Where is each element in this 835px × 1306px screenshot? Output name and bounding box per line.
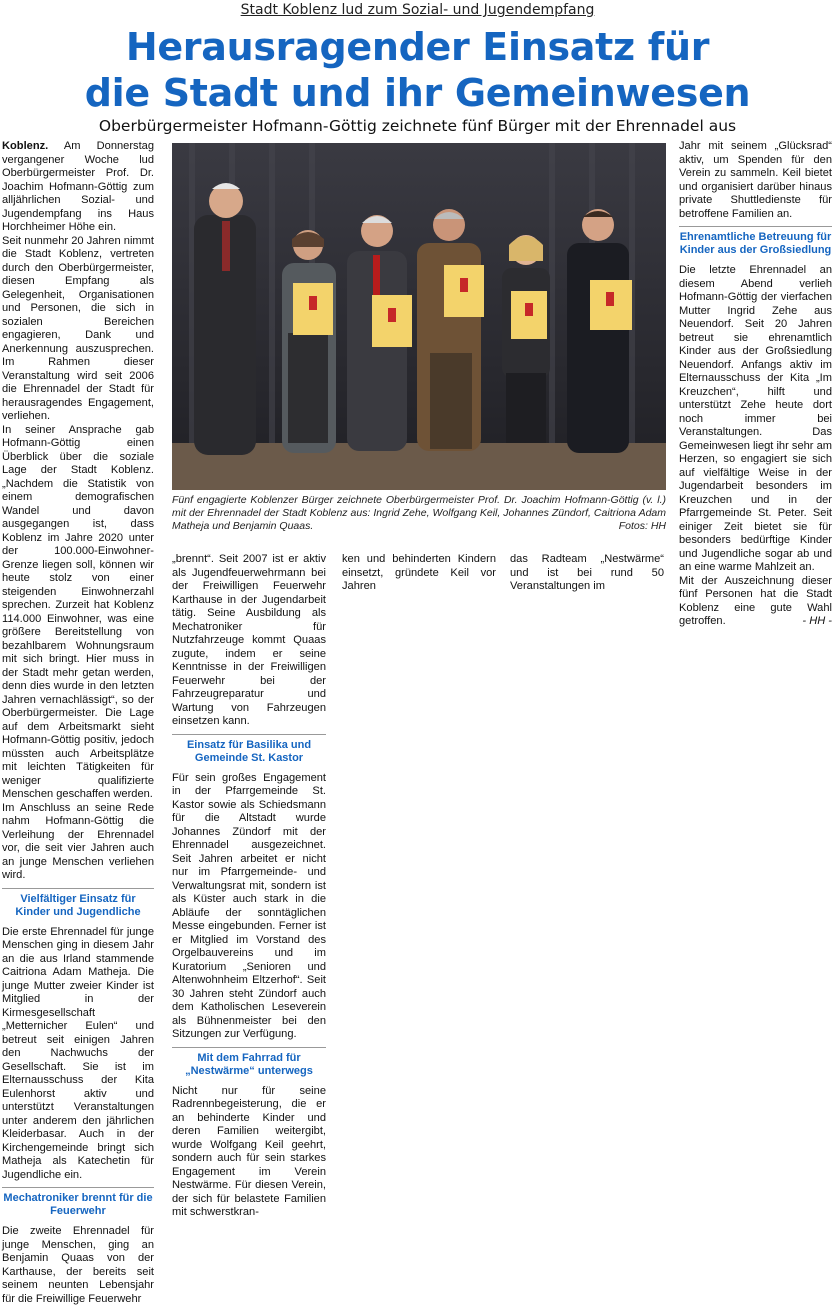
- photo-caption: [172, 494, 666, 533]
- paragraph: Die letzte Ehrennadel an diesem Abend verlieh Hofmann-Göttig der vierfachen Mutter Ingrid Zehe aus Neuendorf. Seit 20 Jahren betreut sie ehrenamtlich Kinder aus der Großsiedlung Neuendorf. Anfangs aktiv im Elternausschuss der Kita „Im Kreuzchen“, hilft und unterstützt Zehe heute dort noch immer bei Veranstaltungen. Das Gemeinwesen liegt ihr sehr am Herzen, so engagiert sie sich auf vielfältige Weise in der Jugendarbeit besonders im Kreuzchen und in der Pfarrgemeinde St. Peter. Seit einiger Zeit bietet sie für besonders bedürftige Kinder und Jugendliche sogar ab und an eine warme Mahlzeit an.: [679, 264, 832, 573]
- person-mayor: [194, 183, 256, 455]
- article-column-1: [2, 140, 154, 1305]
- headline-line-2: die Stadt und ihr Gemeinwesen: [84, 71, 751, 115]
- award-photo: [172, 143, 666, 490]
- paragraph: In seiner Ansprache gab Hofmann-Göttig einen Überblick über die soziale Lage der Stadt Koblenz. „Nachdem die Statistik von einem demografischen Wandel und davon ausgegangen ist, dass Koblenz im Jahre 2020 unter der 100.000-Einwohner-Grenze liegen soll, können wir heute stolz von einer steigenden Einwohnerzahl sprechen. Zurzeit hat Koblenz 114.000 Einwohner, was eine größere Bereitstellung von bezahlbarem Wohnungsraum mit sich bringt. Hier muss in der Stadt mehr getan werden, denn dies wurde in den letzten Jahren vernachlässigt“, so der Oberbürgermeister. Die Lage auf dem Arbeitsmarkt sieht Hofmann-Göttig positiv, jedoch müssten auch Arbeitsplätze mit leichten Tätigkeiten für weniger qualifizierte Menschen geschaffen werden.: [2, 423, 154, 800]
- article-column-4: [510, 553, 664, 593]
- subheading: Mechatroniker brennt für die Feuerwehr: [2, 1187, 154, 1218]
- paragraph: [2, 140, 154, 235]
- paragraph-text: Am Donnerstag vergangener Woche lud Oberbürgermeister Prof. Dr. Joachim Hofmann-Göttig zum alljährlichen Sozial- und Jugendempfang ins Haus Horchheimer Höhe ein.: [2, 140, 154, 233]
- subheading: Ehrenamtliche Betreuung für Kinder aus der Großsiedlung: [679, 226, 832, 257]
- kicker: [0, 2, 835, 18]
- paragraph-text: Mit der Auszeichnung dieser fünf Personen hat die Stadt Koblenz eine gute Wahl getroffen.: [679, 574, 832, 627]
- paragraph: [679, 575, 832, 629]
- article-column-3: [342, 553, 496, 593]
- headline: [0, 24, 835, 116]
- paragraph: „brennt“. Seit 2007 ist er aktiv als Jugendfeuerwehrmann bei der Freiwilligen Feuerwehr Karthause in der Jugendarbeit tätig. Seine Ausbildung als Mechatroniker für Nutzfahrzeuge kommt Quaas zugute, indem er seine Kenntnisse in der Freiwilligen Feuerwehr bei der Fahrzeugreparatur und Wartung von Fahrzeugen einsetzen kann.: [172, 553, 326, 727]
- subheadline: Oberbürgermeister Hofmann-Göttig zeichnete fünf Bürger mit der Ehrennadel aus: [98, 117, 737, 135]
- person-4: [417, 209, 484, 451]
- author-signature: - HH -: [802, 615, 832, 627]
- caption-text: Fünf engagierte Koblenzer Bürger zeichnete Oberbürgermeister Prof. Dr. Joachim Hofmann-Göttig (v. l.) mit der Ehrennadel der Stadt Koblenz aus: Ingrid Zehe, Wolfgang Keil, Johannes Zündorf, Caitriona Adam Matheja und Benjamin Quaas.: [172, 494, 666, 532]
- paragraph: Nicht nur für seine Radrennbegeisterung, die er an behinderte Kinder und deren Familien weitergibt, wurde Wolfgang Keil geehrt, sondern auch für sein starkes Engagement im Verein Nestwärme. Für diesen Verein, der sich für belastete Familien mit schwerstkran-: [172, 1084, 326, 1218]
- kicker-text: Stadt Koblenz lud zum Sozial- und Jugendempfang: [240, 2, 595, 18]
- paragraph: ken und behinderten Kindern einsetzt, gründete Keil vor Jahren: [342, 553, 496, 592]
- paragraph: das Radteam „Nestwärme“ und ist bei rund 50 Veranstaltungen im: [510, 553, 664, 592]
- subheading: Mit dem Fahrrad für „Nestwärme“ unterwegs: [172, 1047, 326, 1078]
- paragraph: Seit nunmehr 20 Jahren nimmt die Stadt Koblenz, vertreten durch den Oberbürgermeister, diesen Empfang als Gelegenheit, Organisationen und Personen, die sich in sozialen Bereichen engagieren, Dank und Anerkennung auszusprechen. Im Rahmen dieser Veranstaltung wird seit 2006 die Ehrennadel der Stadt für herausragendes Engagement, verliehen.: [2, 234, 154, 422]
- subheading: Vielfältiger Einsatz für Kinder und Jugendliche: [2, 888, 154, 919]
- paragraph: Für sein großes Engagement in der Pfarrgemeinde St. Kastor sowie als Schiedsmann für die Altstadt wurde Johannes Zündorf mit der Ehrennadel ausgezeichnet. Seit Jahren arbeitet er nicht nur im Pfarrgemeinde- und Verwaltungsrat mit, sondern ist als Küster auch stark in die Abläufe der sonntäglichen Messe eingebunden. Ferner ist er Mitglied im Vorstand des Orgelbauvereins und im Kuratorium „Senioren und Altenwohnheim Eltzerhof“. Seit 30 Jahren steht Zündorf auch dem Katholischen Leseverein als Bühnenmeister bei den Sitzungen zur Verfügung.: [172, 771, 326, 1040]
- paragraph: Jahr mit seinem „Glücksrad“ aktiv, um Spenden für den Verein zu sammeln. Keil bietet und organisiert darüber hinaus private Shuttledienste für betroffene Familien an.: [679, 140, 832, 220]
- article-column-2: [172, 553, 326, 1218]
- person-6: [567, 209, 632, 453]
- paragraph: Die zweite Ehrennadel für junge Menschen, ging an Benjamin Quaas von der Karthause, der bereits seit seinem neunten Lebensjahr für die Freiwillige Feuerwehr: [2, 1225, 154, 1305]
- paragraph: Im Anschluss an seine Rede nahm Hofmann-Göttig die Verleihung der Ehrennadel vor, die seit vier Jahren auch an junge Menschen verliehen wird.: [2, 801, 154, 881]
- dateline: Koblenz.: [2, 140, 49, 152]
- headline-line-1: Herausragender Einsatz für: [125, 25, 710, 69]
- photo-credit: Fotos: HH: [618, 520, 666, 532]
- article-column-5: [679, 140, 832, 1096]
- award-photo-image: [172, 143, 666, 490]
- subheading: Einsatz für Basilika und Gemeinde St. Kastor: [172, 734, 326, 765]
- paragraph: Die erste Ehrennadel für junge Menschen ging in diesem Jahr an die aus Irland stammende Caitriona Adam Matheja. Die junge Mutter zweier Kinder ist Mitglied in der Kirmesgesellschaft „Metternicher Eulen“ und betreut seit einigen Jahren den Nachwuchs der Gesellschaft. Sie ist im Elternausschuss der Kita Eulenhorst aktiv und unterstützt Veranstaltungen unter anderem den jährlichen Kleiderbasar. Auch in der Kirchengemeinde bringt sich Matheja als Katechetin für Jugendliche ein.: [2, 925, 154, 1181]
